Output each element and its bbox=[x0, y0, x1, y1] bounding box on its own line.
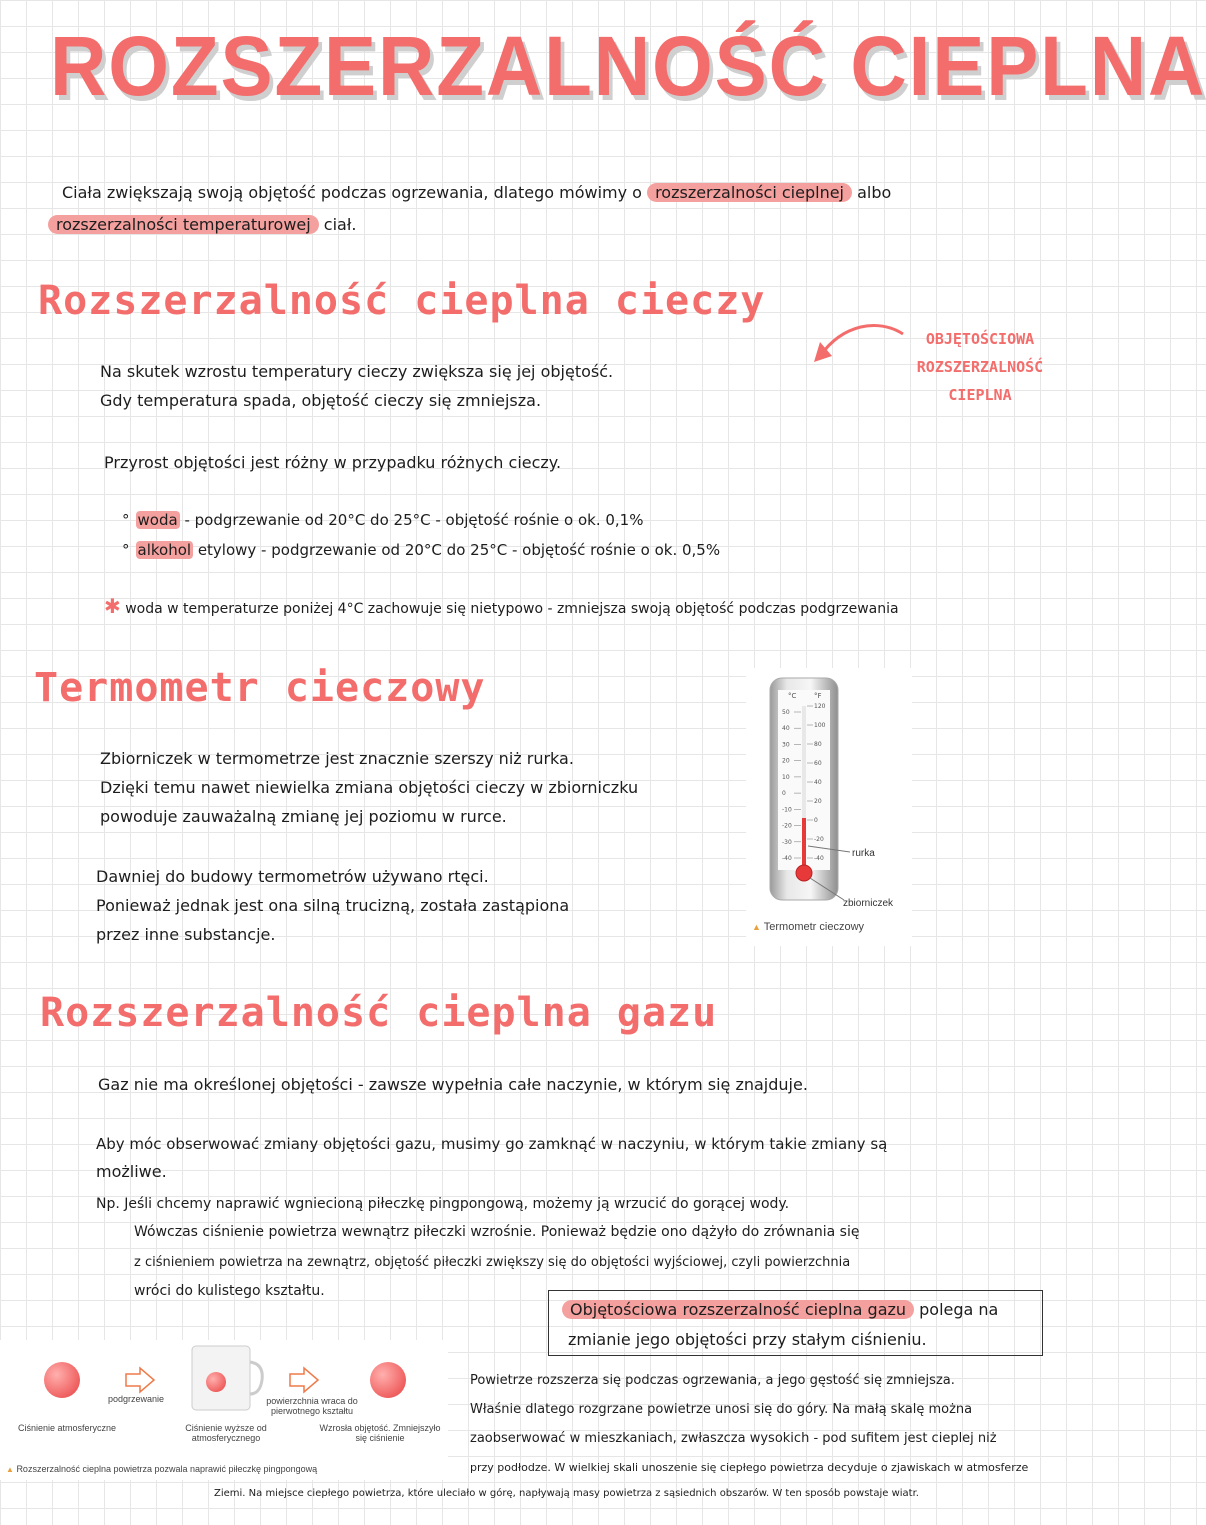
heading-thermometer: Termometr cieczowy bbox=[34, 665, 486, 711]
thermo-line-2: Dzięki temu nawet niewielka zmiana objętości cieczy w zbiorniczku bbox=[100, 778, 639, 797]
tick-label-c: -20 bbox=[782, 822, 792, 830]
arrow-right-icon bbox=[126, 1368, 154, 1392]
gas-line-2b: możliwe. bbox=[96, 1162, 167, 1181]
air-line-2: Właśnie dlatego rozgrzane powietrze unosi się do góry. Na małą skalę można bbox=[470, 1402, 973, 1417]
tick-label-f: 60 bbox=[814, 760, 822, 767]
triangle-icon: ▲ bbox=[752, 922, 761, 932]
tick-label-c: 40 bbox=[782, 725, 790, 733]
tick-label-f: 100 bbox=[814, 722, 826, 729]
thermometer-bulb bbox=[796, 865, 812, 881]
label-bulb: zbiorniczek bbox=[843, 898, 894, 909]
tick-label-c: 20 bbox=[782, 757, 790, 765]
scale-f-label: °F bbox=[814, 692, 822, 700]
side-note bbox=[900, 325, 1060, 409]
gas-example-4: wróci do kulistego kształtu. bbox=[134, 1283, 325, 1299]
scale-c-label: °C bbox=[788, 692, 797, 700]
tick-label-c: -30 bbox=[782, 838, 792, 846]
side-note-line-2: ROZSZERZALNOŚĆ bbox=[916, 358, 1044, 376]
restored-ball bbox=[370, 1362, 406, 1398]
definition-line-1 bbox=[562, 1295, 998, 1324]
gas-example-1: Np. Jeśli chcemy naprawić wgniecioną piłeczkę pingpongową, możemy ją wrzucić do gorącej wody. bbox=[96, 1196, 790, 1212]
gas-example-2: Wówczas ciśnienie powietrza wewnątrz piłeczki wzrośnie. Ponieważ będzie ono dążyło do zrównania się bbox=[134, 1224, 860, 1240]
star-icon: ✱ bbox=[104, 594, 121, 618]
intro-text-1: Ciała zwiększają swoją objętość podczas ogrzewania, dlatego mówimy o bbox=[62, 183, 642, 202]
definition-line-2: zmianie jego objętości przy stałym ciśnieniu. bbox=[568, 1330, 927, 1349]
liquids-text bbox=[100, 357, 860, 415]
intro-text-2: albo bbox=[857, 183, 892, 202]
thermo-line-4: Dawniej do budowy termometrów używano rtęci. bbox=[96, 867, 489, 886]
intro-paragraph-line2 bbox=[48, 210, 648, 239]
list-item bbox=[122, 505, 842, 535]
tick-label-f: -40 bbox=[814, 855, 824, 862]
heading-liquids: Rozszerzalność cieplna cieczy bbox=[38, 278, 766, 324]
term-temperature-expansion: rozszerzalności temperaturowej bbox=[48, 215, 319, 234]
thermometer-para-1 bbox=[100, 744, 740, 831]
thermometer-figure bbox=[746, 668, 912, 946]
thermo-line-6: przez inne substancje. bbox=[96, 925, 276, 944]
definition-rest: polega na bbox=[919, 1300, 999, 1319]
tick-label-f: -20 bbox=[814, 836, 824, 843]
tick-label-c: 50 bbox=[782, 709, 790, 716]
tick-label-f: 20 bbox=[814, 798, 822, 805]
intro-text-3: ciał. bbox=[323, 215, 357, 234]
bullet-term: alkohol bbox=[137, 541, 192, 559]
heading-gas: Rozszerzalność cieplna gazu bbox=[40, 990, 718, 1036]
tick-label-c: 10 bbox=[782, 773, 790, 781]
bullet-text: - podgrzewanie od 20°C do 25°C - objętość rośnie o ok. 0,1% bbox=[179, 511, 644, 529]
gas-example-3: z ciśnieniem powietrza na zewnątrz, objętość piłeczki zwiększy się do objętości wyjściowej, czyli powierzchnia bbox=[134, 1255, 851, 1270]
definition-box bbox=[548, 1290, 1043, 1356]
thermometer-caption-text: Termometr cieczowy bbox=[763, 921, 865, 933]
star-note bbox=[104, 594, 1044, 618]
thermo-line-5: Ponieważ jednak jest ona silną trucizną, została zastąpiona bbox=[96, 896, 570, 915]
tick-label-c: -10 bbox=[782, 806, 792, 814]
label-higher-pressure: Ciśnienie wyższe od atmosferycznego bbox=[185, 1423, 267, 1443]
label-volume-up: Wzrosła objętość. Zmniejszyło się ciśnienie bbox=[319, 1423, 441, 1443]
thermometer-illustration bbox=[746, 668, 912, 918]
tick-label-f: 120 bbox=[814, 703, 826, 710]
thermometer-para-2 bbox=[96, 862, 736, 949]
bullet-term: woda bbox=[137, 511, 178, 529]
page-title: ROZSZERZALNOŚĆ CIEPLNA bbox=[50, 19, 1206, 113]
tick-label-c: 30 bbox=[782, 741, 790, 749]
star-note-text: woda w temperaturze poniżej 4°C zachowuje się nietypowo - zmniejsza swoją objętość podczas podgrzewania bbox=[125, 601, 899, 617]
bullet-text: etylowy - podgrzewanie od 20°C do 25°C - objętość rośnie o ok. 0,5% bbox=[193, 541, 721, 559]
thermo-line-3: powoduje zauważalną zmianę jej poziomu w rurce. bbox=[100, 807, 507, 826]
tick-label-f: 40 bbox=[814, 779, 822, 786]
air-line-5: Ziemi. Na miejsce ciepłego powietrza, które uleciało w górę, napływają masy powietrza z sąsiednich obszarów. W ten sposób powstaje wiatr. bbox=[214, 1488, 919, 1499]
thermo-line-1: Zbiorniczek w termometrze jest znacznie szerszy niż rurka. bbox=[100, 749, 574, 768]
air-line-4: przy podłodze. W wielkiej skali unoszenie się ciepłego powietrza decyduje o zjawiskach w atmosferze bbox=[470, 1461, 1029, 1474]
air-line-3: zaobserwować w mieszkaniach, zwłaszcza wysokich - pod sufitem jest cieplej niż bbox=[470, 1431, 997, 1446]
tick-label-f: 0 bbox=[814, 817, 818, 824]
label-tube: rurka bbox=[852, 848, 875, 859]
liquids-line-1: Na skutek wzrostu temperatury cieczy zwiększa się jej objętość. bbox=[100, 362, 614, 381]
side-note-line-1: OBJĘTOŚCIOWA bbox=[925, 330, 1035, 348]
air-paragraph bbox=[470, 1366, 1070, 1482]
ping-pong-caption bbox=[6, 1464, 317, 1474]
list-item bbox=[122, 535, 842, 565]
label-atmospheric: Ciśnienie atmosferyczne bbox=[18, 1423, 117, 1433]
definition-term: Objętościowa rozszerzalność cieplna gazu bbox=[562, 1300, 914, 1319]
thermometer-caption bbox=[752, 921, 864, 933]
liquids-bullet-list bbox=[122, 505, 842, 565]
gas-line-2a: Aby móc obserwować zmiany objętości gazu, musimy go zamknąć w naczyniu, w którym takie zmiany są bbox=[96, 1135, 888, 1153]
intro-paragraph bbox=[62, 178, 1042, 207]
tick-label-c: 0 bbox=[782, 790, 786, 798]
tick-label-c: -40 bbox=[782, 855, 792, 862]
label-heating: podgrzewanie bbox=[108, 1394, 165, 1404]
triangle-icon: ▲ bbox=[6, 1465, 14, 1474]
tick-label-f: 80 bbox=[814, 741, 822, 748]
term-thermal-expansion: rozszerzalności cieplnej bbox=[647, 183, 852, 202]
liquids-line-2: Gdy temperatura spada, objętość cieczy się zmniejsza. bbox=[100, 391, 542, 410]
side-note-line-3: CIEPLNA bbox=[948, 386, 1012, 404]
dented-ball bbox=[44, 1362, 80, 1398]
arrow-right-icon bbox=[290, 1368, 318, 1392]
ping-pong-figure bbox=[0, 1340, 448, 1480]
label-surface: powierzchnia wraca do pierwotnego kształtu bbox=[266, 1396, 358, 1416]
ping-pong-caption-text: Rozszerzalność cieplna powietrza pozwala naprawić piłeczkę pingpongową bbox=[16, 1464, 318, 1474]
gas-line-1: Gaz nie ma określonej objętości - zawsze wypełnia całe naczynie, w którym się znajduje. bbox=[98, 1075, 808, 1094]
ball-in-water bbox=[206, 1372, 226, 1392]
liquids-line-3: Przyrost objętości jest różny w przypadku różnych cieczy. bbox=[104, 453, 562, 472]
air-line-1: Powietrze rozszerza się podczas ogrzewania, a jego gęstość się zmniejsza. bbox=[470, 1373, 955, 1388]
